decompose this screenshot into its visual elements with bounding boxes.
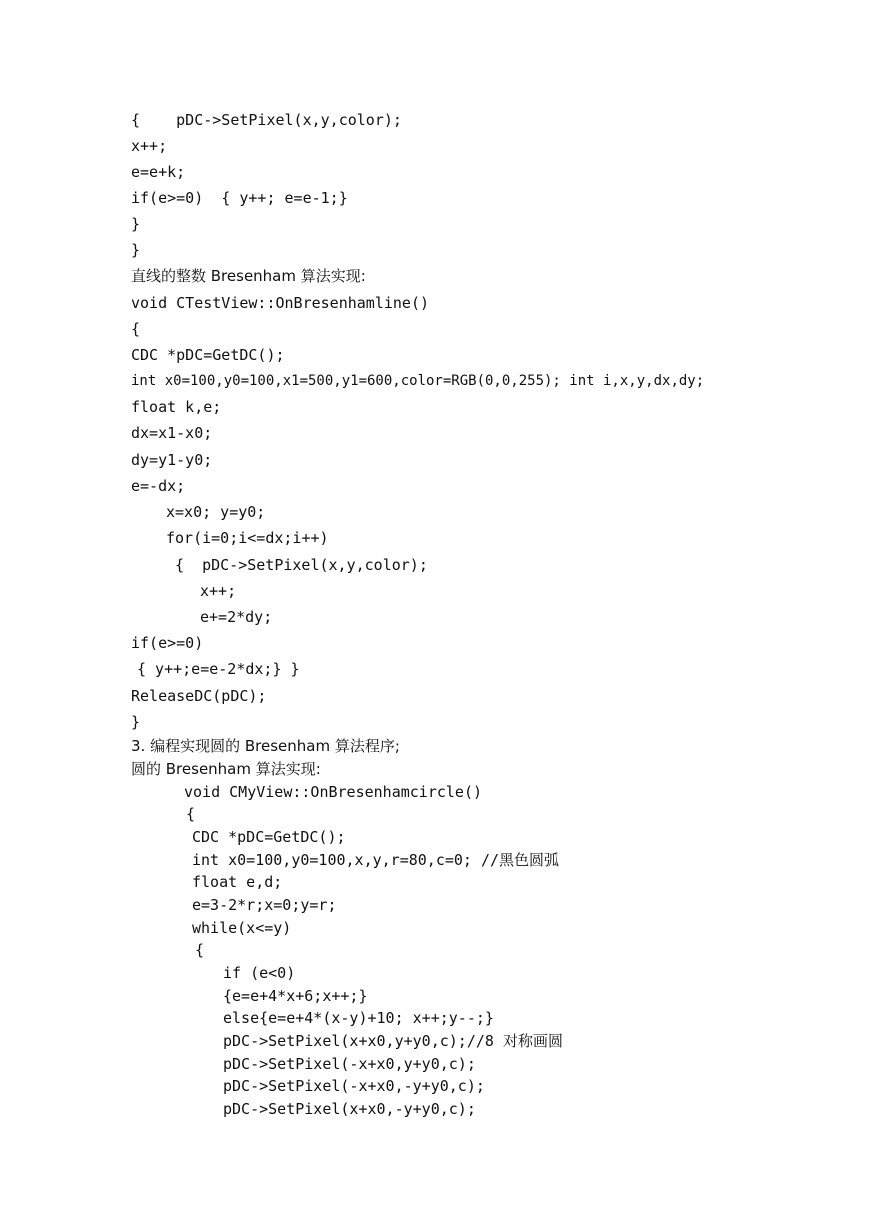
code-line: { y++;e=e-2*dx;} }	[137, 660, 300, 678]
code-line: float e,d;	[192, 873, 283, 891]
code-line: e+=2*dy;	[200, 608, 273, 626]
code-line: ReleaseDC(pDC);	[131, 687, 267, 705]
code-line: while(x<=y)	[192, 919, 292, 937]
code-line: pDC->SetPixel(x+x0,y+y0,c);//8 对称画圆	[223, 1032, 563, 1050]
code-line: x=x0; y=y0;	[166, 503, 266, 521]
code-line: int x0=100,y0=100,x1=500,y1=600,color=RGB(0,0,255); int i,x,y,dx,dy;	[131, 373, 705, 389]
code-line: pDC->SetPixel(-x+x0,y+y0,c);	[223, 1055, 476, 1073]
code-line: CDC *pDC=GetDC();	[131, 346, 285, 364]
code-line: e=-dx;	[131, 477, 186, 495]
code-line: }	[131, 241, 141, 259]
code-line: {e=e+4*x+6;x++;}	[223, 987, 368, 1005]
section-heading: 3. 编程实现圆的 Bresenham 算法程序;	[131, 737, 400, 755]
code-line: void CTestView::OnBresenhamline()	[131, 294, 430, 312]
code-line: if (e<0)	[223, 964, 296, 982]
code-line: int x0=100,y0=100,x,y,r=80,c=0; //黑色圆弧	[192, 851, 560, 869]
code-line: e=3-2*r;x=0;y=r;	[192, 896, 337, 914]
code-line: {	[186, 805, 196, 823]
section-heading: 直线的整数 Bresenham 算法实现:	[131, 267, 366, 285]
code-line: if(e>=0)	[131, 634, 204, 652]
code-line: e=e+k;	[131, 163, 186, 181]
code-line: }	[131, 215, 141, 233]
code-line: pDC->SetPixel(x+x0,-y+y0,c);	[223, 1100, 476, 1118]
code-line: dy=y1-y0;	[131, 451, 213, 469]
code-line: { pDC->SetPixel(x,y,color);	[175, 556, 428, 574]
code-line: CDC *pDC=GetDC();	[192, 828, 346, 846]
code-line: x++;	[200, 582, 237, 600]
code-line: pDC->SetPixel(-x+x0,-y+y0,c);	[223, 1077, 485, 1095]
code-line: {	[131, 320, 141, 338]
code-line: }	[131, 713, 141, 731]
section-heading: 圆的 Bresenham 算法实现:	[131, 760, 321, 778]
code-line: void CMyView::OnBresenhamcircle()	[184, 783, 483, 801]
code-line: {	[195, 941, 205, 959]
code-line: for(i=0;i<=dx;i++)	[166, 529, 329, 547]
code-line: { pDC->SetPixel(x,y,color);	[131, 111, 402, 129]
code-line: x++;	[131, 137, 168, 155]
code-line: dx=x1-x0;	[131, 424, 213, 442]
code-line: float k,e;	[131, 398, 222, 416]
code-line: if(e>=0) { y++; e=e-1;}	[131, 189, 348, 207]
code-line: else{e=e+4*(x-y)+10; x++;y--;}	[223, 1009, 494, 1027]
